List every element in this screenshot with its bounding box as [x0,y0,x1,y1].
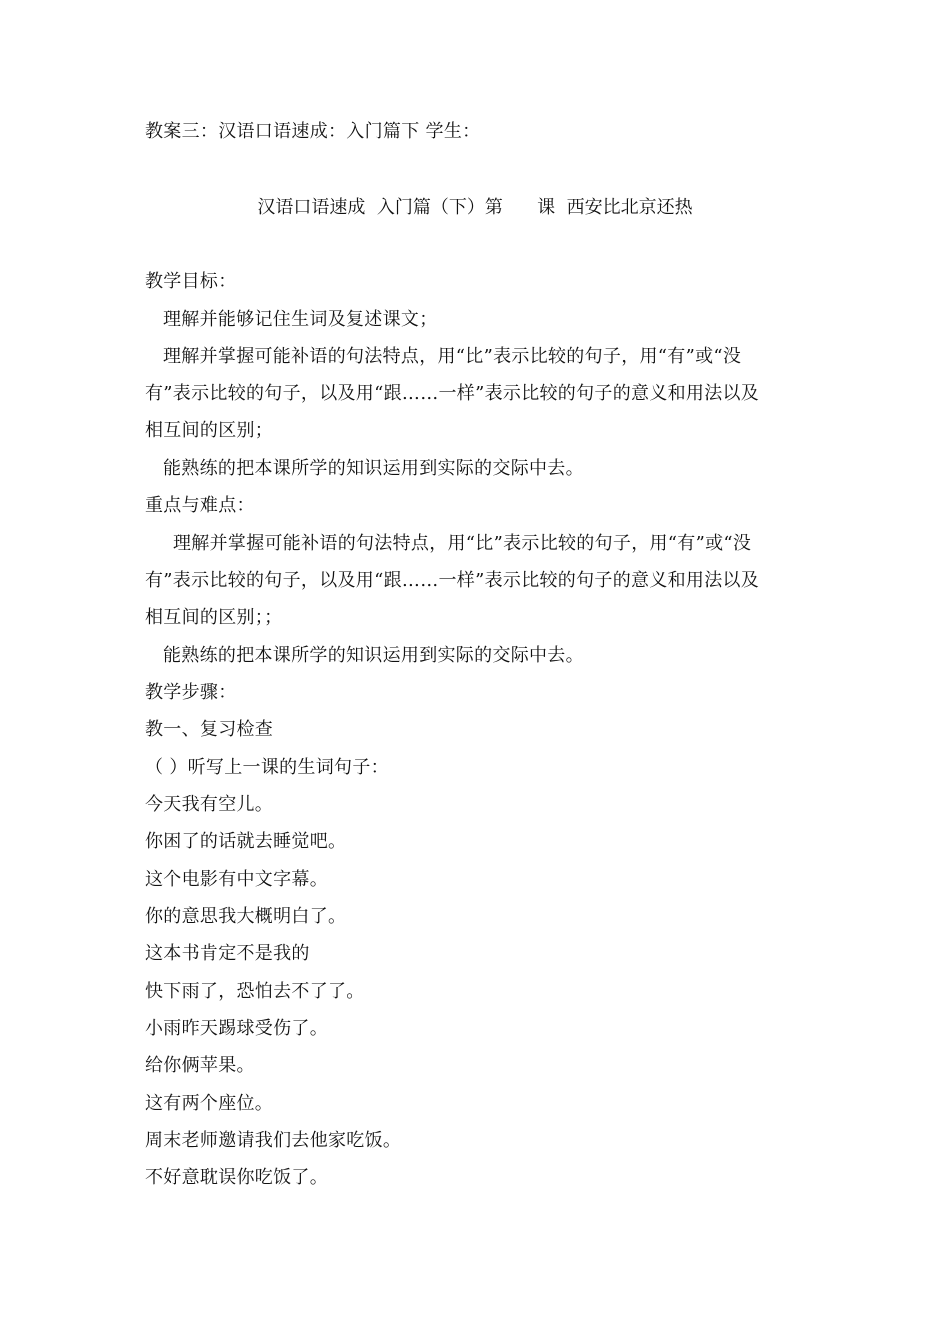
dictation-sentence: 周末老师邀请我们去他家吃饭。 [145,1130,402,1151]
dictation-sentence: 今天我有空儿。 [145,794,274,815]
key-points-heading: 重点与难点： [145,495,255,516]
section-heading: 教一、复习检查 [145,719,274,740]
dictation-sentence: 这有两个座位。 [145,1093,274,1114]
key-point-item: 相互间的区别；； [145,607,283,628]
document-header: 教案三：汉语口语速成：入门篇下 学生： [145,121,481,142]
lesson-title: 汉语口语速成 入门篇（下）第 课 西安比北京还热 [257,197,693,218]
objective-item: 理解并掌握可能补语的句法特点，用“比”表示比较的句子，用“有”或“没 [163,346,742,367]
dictation-label: （ ）听写上一课的生词句子： [145,757,389,778]
steps-heading: 教学步骤： [145,682,237,703]
dictation-sentence: 给你俩苹果。 [145,1055,255,1076]
objective-item: 能熟练的把本课所学的知识运用到实际的交际中去。 [163,458,584,479]
dictation-sentence: 这个电影有中文字幕。 [145,869,328,890]
key-point-item: 理解并掌握可能补语的句法特点，用“比”表示比较的句子，用“有”或“没 [173,533,752,554]
objective-item: 理解并能够记住生词及复述课文； [163,309,438,330]
objective-item: 有”表示比较的句子，以及用“跟……一样”表示比较的句子的意义和用法以及 [145,383,760,404]
dictation-sentence: 快下雨了，恐怕去不了了。 [145,981,365,1002]
key-point-item: 有”表示比较的句子，以及用“跟……一样”表示比较的句子的意义和用法以及 [145,570,760,591]
dictation-sentence: 你困了的话就去睡觉吧。 [145,831,347,852]
dictation-sentence: 你的意思我大概明白了。 [145,906,347,927]
key-point-item: 能熟练的把本课所学的知识运用到实际的交际中去。 [163,645,584,666]
dictation-sentence: 小雨昨天踢球受伤了。 [145,1018,328,1039]
dictation-sentence: 不好意耽误你吃饭了。 [145,1167,328,1188]
dictation-sentence: 这本书肯定不是我的 [145,943,310,964]
objectives-heading: 教学目标： [145,271,237,292]
objective-item: 相互间的区别； [145,420,274,441]
